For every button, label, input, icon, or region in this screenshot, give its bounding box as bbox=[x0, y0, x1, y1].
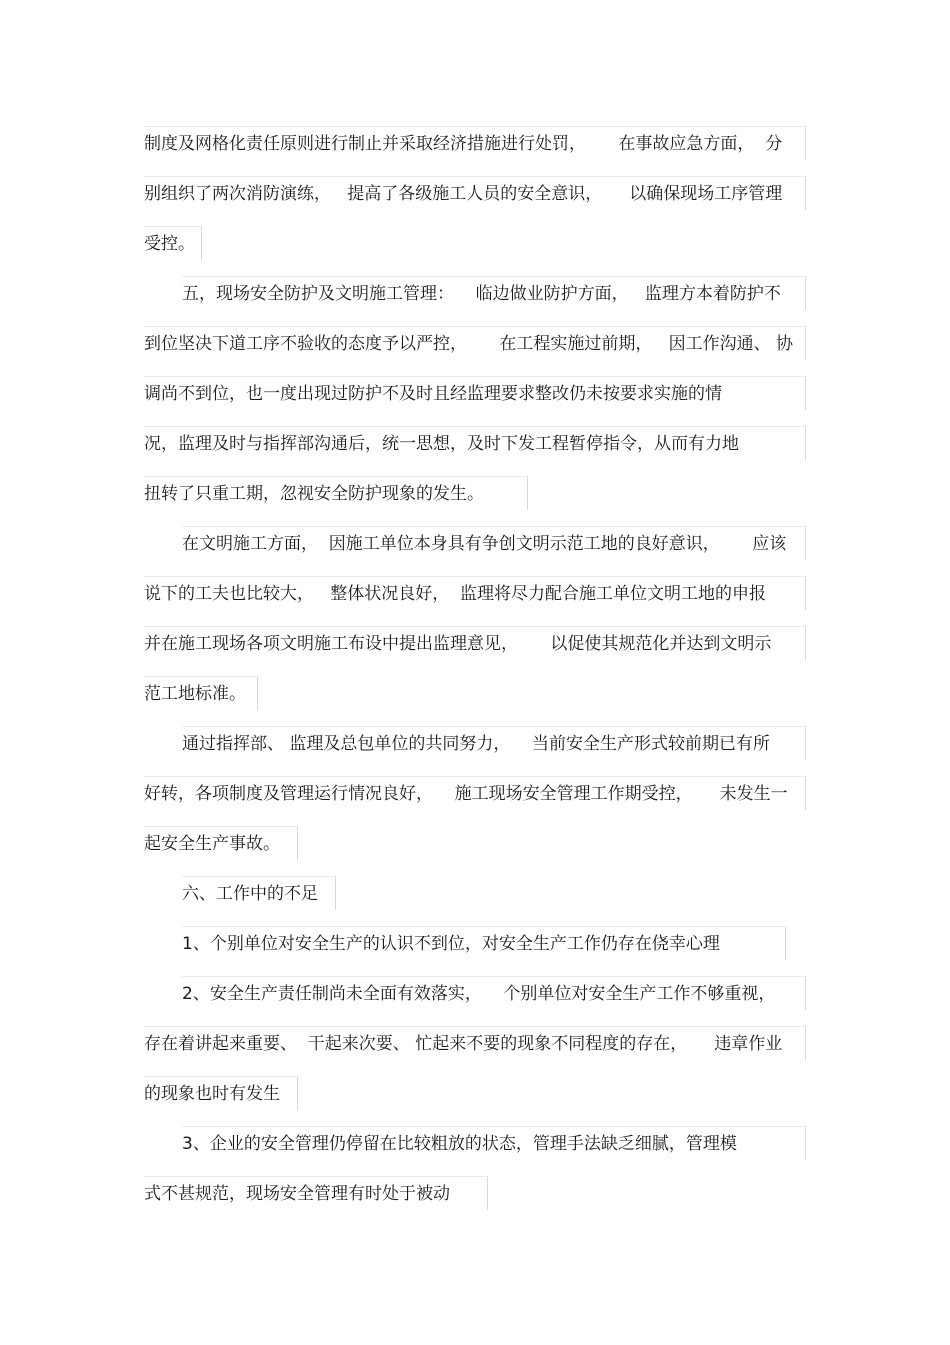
line-6: 调尚不到位，也一度出现过防护不及时且经监理要求整改仍未按要求实施的情 bbox=[144, 376, 806, 410]
line-8: 扭转了只重工期，忽视安全防护现象的发生。 bbox=[144, 476, 528, 510]
line-3: 受控。 bbox=[144, 226, 202, 260]
line-18: 2、安全生产责任制尚未全面有效落实， 个别单位对安全生产工作不够重视， bbox=[182, 976, 806, 1010]
line-19: 存在着讲起来重要、 干起来次要、 忙起来不要的现象不同程度的存在， 违章作业 bbox=[144, 1026, 806, 1060]
line-15: 起安全生产事故。 bbox=[144, 826, 298, 860]
line-22: 式不甚规范，现场安全管理有时处于被动 bbox=[144, 1176, 488, 1210]
line-12: 范工地标准。 bbox=[144, 676, 258, 710]
line-11: 并在施工现场各项文明施工布设中提出监理意见， 以促使其规范化并达到文明示 bbox=[144, 626, 806, 660]
line-20: 的现象也时有发生 bbox=[144, 1076, 298, 1110]
line-4: 五，现场安全防护及文明施工管理： 临边做业防护方面， 监理方本着防护不 bbox=[182, 276, 806, 310]
line-9: 在文明施工方面， 因施工单位本身具有争创文明示范工地的良好意识， 应该 bbox=[182, 526, 806, 560]
line-1: 制度及网格化责任原则进行制止并采取经济措施进行处罚， 在事故应急方面， 分 bbox=[144, 126, 806, 160]
line-21: 3、企业的安全管理仍停留在比较粗放的状态，管理手法缺乏细腻，管理模 bbox=[182, 1126, 806, 1160]
line-5: 到位坚决下道工序不验收的态度予以严控， 在工程实施过前期， 因工作沟通、 协 bbox=[144, 326, 806, 360]
line-7: 况，监理及时与指挥部沟通后，统一思想，及时下发工程暂停指令，从而有力地 bbox=[144, 426, 806, 460]
line-17: 1、个别单位对安全生产的认识不到位，对安全生产工作仍存在侥幸心理 bbox=[182, 926, 786, 960]
line-13: 通过指挥部、 监理及总包单位的共同努力， 当前安全生产形式较前期已有所 bbox=[182, 726, 806, 760]
section-heading: 六、工作中的不足 bbox=[182, 876, 336, 910]
line-10: 说下的工夫也比较大， 整体状况良好， 监理将尽力配合施工单位文明工地的申报 bbox=[144, 576, 806, 610]
line-2: 别组织了两次消防演练， 提高了各级施工人员的安全意识， 以确保现场工序管理 bbox=[144, 176, 806, 210]
line-14: 好转，各项制度及管理运行情况良好， 施工现场安全管理工作期受控， 未发生一 bbox=[144, 776, 806, 810]
